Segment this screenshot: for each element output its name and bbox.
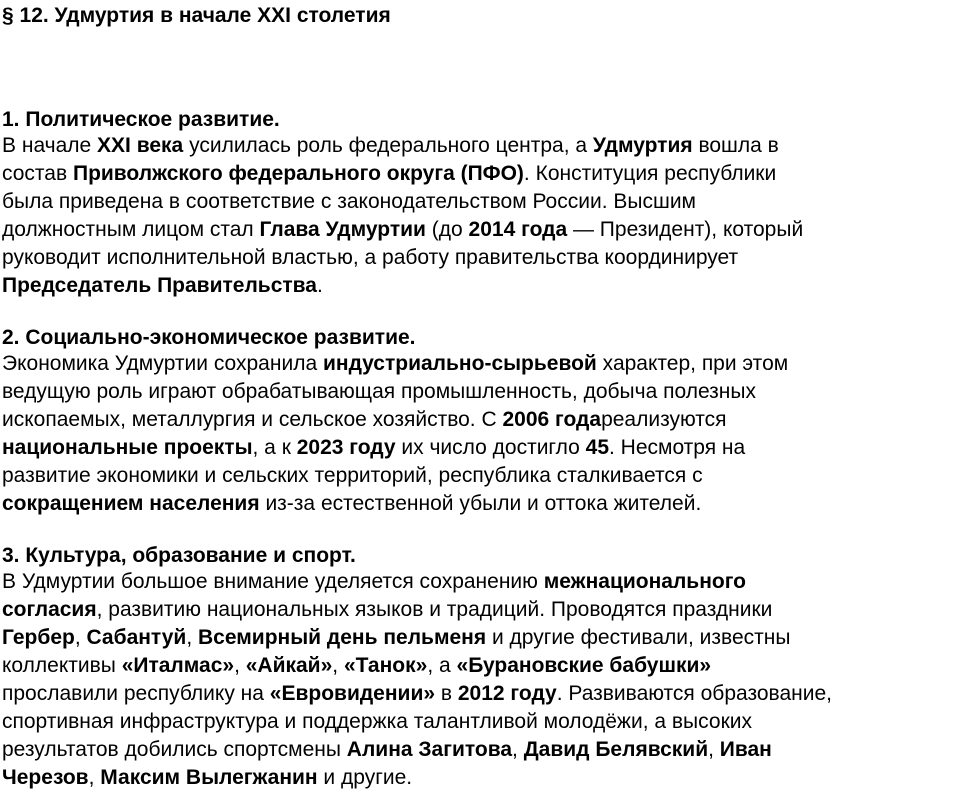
bold-term: Сабантуй [86,626,187,649]
text-run: была приведена в соответствие с законодательством России. Высшим [2,190,696,213]
text-run: состав [2,162,73,185]
text-run: в [435,682,458,705]
text-run: . [316,274,323,297]
bold-term: «Италмас» [121,654,235,677]
text-run: спортивная инфраструктура и поддержка талантливой молодёжи, а высоких [2,710,752,733]
text-run: результатов добились спортсмены [2,738,347,761]
text-run: , [234,654,246,677]
bold-term: Гербер [2,626,75,649]
text-run: реализуются [601,408,727,431]
text-run: (до [425,218,469,241]
section-heading: 3. Культура, образование и спорт. [2,544,356,567]
text-line [2,434,962,462]
text-line [2,596,962,624]
bold-term: межнационального [543,570,747,593]
text-line [2,378,962,406]
text-run: , а [427,654,457,677]
text-line [2,708,962,736]
bold-term: 2012 году [457,682,557,705]
section-culture-education-sport [2,544,962,792]
bold-term: 2014 года [468,218,568,241]
bold-term: сокращением населения [2,492,260,515]
text-run: , [332,654,344,677]
text-run: Экономика Удмуртии сохранила [2,352,323,375]
text-run: должностным лицом стал [2,218,260,241]
text-run: , [186,626,199,649]
bold-term: Алина Загитова [346,738,513,761]
text-line [2,406,962,434]
text-line [2,736,962,764]
bold-term: 2023 году [296,436,396,459]
bold-term: «Бурановские бабушки» [456,654,712,677]
section-political [2,108,962,300]
text-run: , развитию национальных языков и традиций. Проводятся праздники [96,598,773,621]
bold-term: 2006 года [502,408,602,431]
text-run: . Развиваются образование, [556,682,832,705]
text-line [2,272,962,300]
text-run: характер, при этом [596,352,789,375]
text-run: руководит исполнительной властью, а работу правительства координирует [2,246,739,269]
section-heading: 2. Социально-экономическое развитие. [2,326,416,349]
text-run: , [708,738,720,761]
bold-term: 45 [585,436,609,459]
bold-term: национальные проекты [2,436,253,459]
text-run: ведущую роль играют обрабатывающая промышленность, добыча полезных [2,380,756,403]
bold-term: Иван [719,738,772,761]
bold-term: Приволжского федерального округа (ПФО) [72,162,524,185]
text-run: , [74,626,87,649]
text-line [2,490,962,518]
section-socio-economic [2,326,962,518]
bold-term: «Айкай» [245,654,333,677]
text-line [2,568,962,596]
text-run: коллективы [2,654,122,677]
text-line [2,132,962,160]
text-run: ископаемых, металлургия и сельское хозяйство. С [2,408,503,431]
bold-term: Максим Вылегжанин [100,766,318,789]
bold-term: Председатель Правительства [2,274,317,297]
bold-term: Всемирный день пельменя [198,626,487,649]
text-run: вошла в [692,134,779,157]
text-line [2,652,962,680]
bold-term: «Евровидении» [269,682,436,705]
text-run: , [88,766,101,789]
text-line [2,680,962,708]
section-heading: 1. Политическое развитие. [2,108,280,131]
bold-term: индустриально-сырьевой [322,352,597,375]
section-body [2,350,962,518]
bold-term: Черезов [2,766,89,789]
text-line [2,188,962,216]
text-run: их число достигло [395,436,586,459]
section-body [2,568,962,792]
text-line [2,764,962,792]
section-body [2,132,962,300]
text-run: В начале [2,134,98,157]
bold-term: XXI века [97,134,184,157]
text-run: . Несмотря на [609,436,746,459]
bold-term: Давид Белявский [523,738,709,761]
text-run: , а к [252,436,297,459]
text-run: усилилась роль федерального центра, а [183,134,593,157]
text-run: развитие экономики и сельских территорий, республика сталкивается с [2,464,703,487]
text-run: прославили республику на [2,682,270,705]
bold-term: согласия [2,598,97,621]
text-run: и другие. [317,766,413,789]
bold-term: Удмуртия [592,134,693,157]
text-run: и другие фестивали, известны [486,626,791,649]
text-run: , [512,738,524,761]
bold-term: «Танок» [343,654,428,677]
text-run: — Президент), который [567,218,804,241]
text-line [2,624,962,652]
text-line [2,160,962,188]
text-line [2,350,962,378]
text-line [2,244,962,272]
text-line [2,216,962,244]
bold-term: Глава Удмуртии [259,218,426,241]
text-line [2,462,962,490]
text-run: . Конституция республики [523,162,777,185]
text-run: В Удмуртии большое внимание уделяется сохранению [2,570,544,593]
text-run: из-за естественной убыли и оттока жителей. [259,492,702,515]
page-title: § 12. Удмуртия в начале XXI столетия [2,4,391,27]
